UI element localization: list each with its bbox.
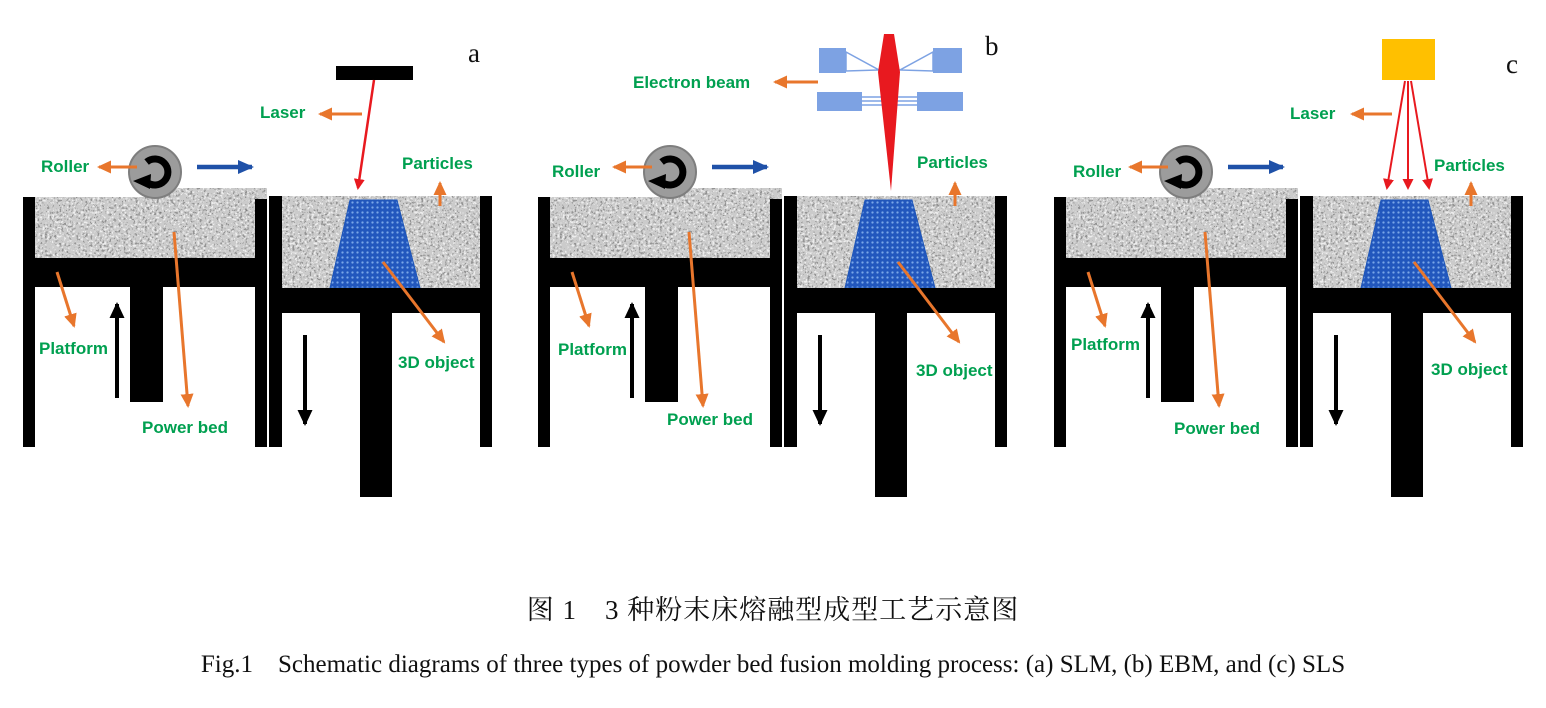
platform-label: Platform (39, 339, 108, 358)
coil (819, 48, 846, 73)
power-bed-label: Power bed (1174, 419, 1260, 438)
power-bed-label: Power bed (142, 418, 228, 437)
panel-c-machine (1054, 146, 1523, 497)
caption-english: Fig.1 Schematic diagrams of three types of powder bed fusion molding process: (a) SLM, (b) EBM, and (c) SLS (200, 651, 1346, 678)
panel-c-laser-source (1352, 39, 1435, 188)
coil (933, 48, 962, 73)
electron-beam-label: Electron beam (633, 73, 751, 92)
deflector (917, 92, 963, 111)
laser-head (1382, 39, 1435, 80)
platform-label: Platform (558, 340, 627, 359)
roller-label: Roller (552, 162, 601, 181)
panel-b-machine (538, 146, 1007, 497)
laser-beam (1411, 81, 1429, 188)
platform-label: Platform (1071, 335, 1140, 354)
panel-a-machine (23, 146, 492, 497)
particles-label: Particles (917, 153, 988, 172)
laser-label: Laser (1290, 104, 1336, 123)
laser-label: Laser (260, 103, 306, 122)
caption-chinese: 图 1 3 种粉末床熔融型成型工艺示意图 (526, 595, 1020, 625)
object-label: 3D object (398, 353, 475, 372)
particles-label: Particles (402, 154, 473, 173)
panel-letter: c (1506, 49, 1518, 79)
panel-letter: b (985, 31, 999, 61)
panel-a-laser-source (320, 66, 413, 188)
roller-label: Roller (1073, 162, 1122, 181)
object-label: 3D object (1431, 360, 1508, 379)
power-bed-label: Power bed (667, 410, 753, 429)
particles-label: Particles (1434, 156, 1505, 175)
object-label: 3D object (916, 361, 993, 380)
laser-beam (358, 80, 374, 188)
electron-beam (878, 34, 900, 191)
roller-label: Roller (41, 157, 90, 176)
laser-head (336, 66, 413, 80)
panel-letter: a (468, 38, 480, 68)
laser-beam (1387, 81, 1405, 188)
deflector (817, 92, 862, 111)
